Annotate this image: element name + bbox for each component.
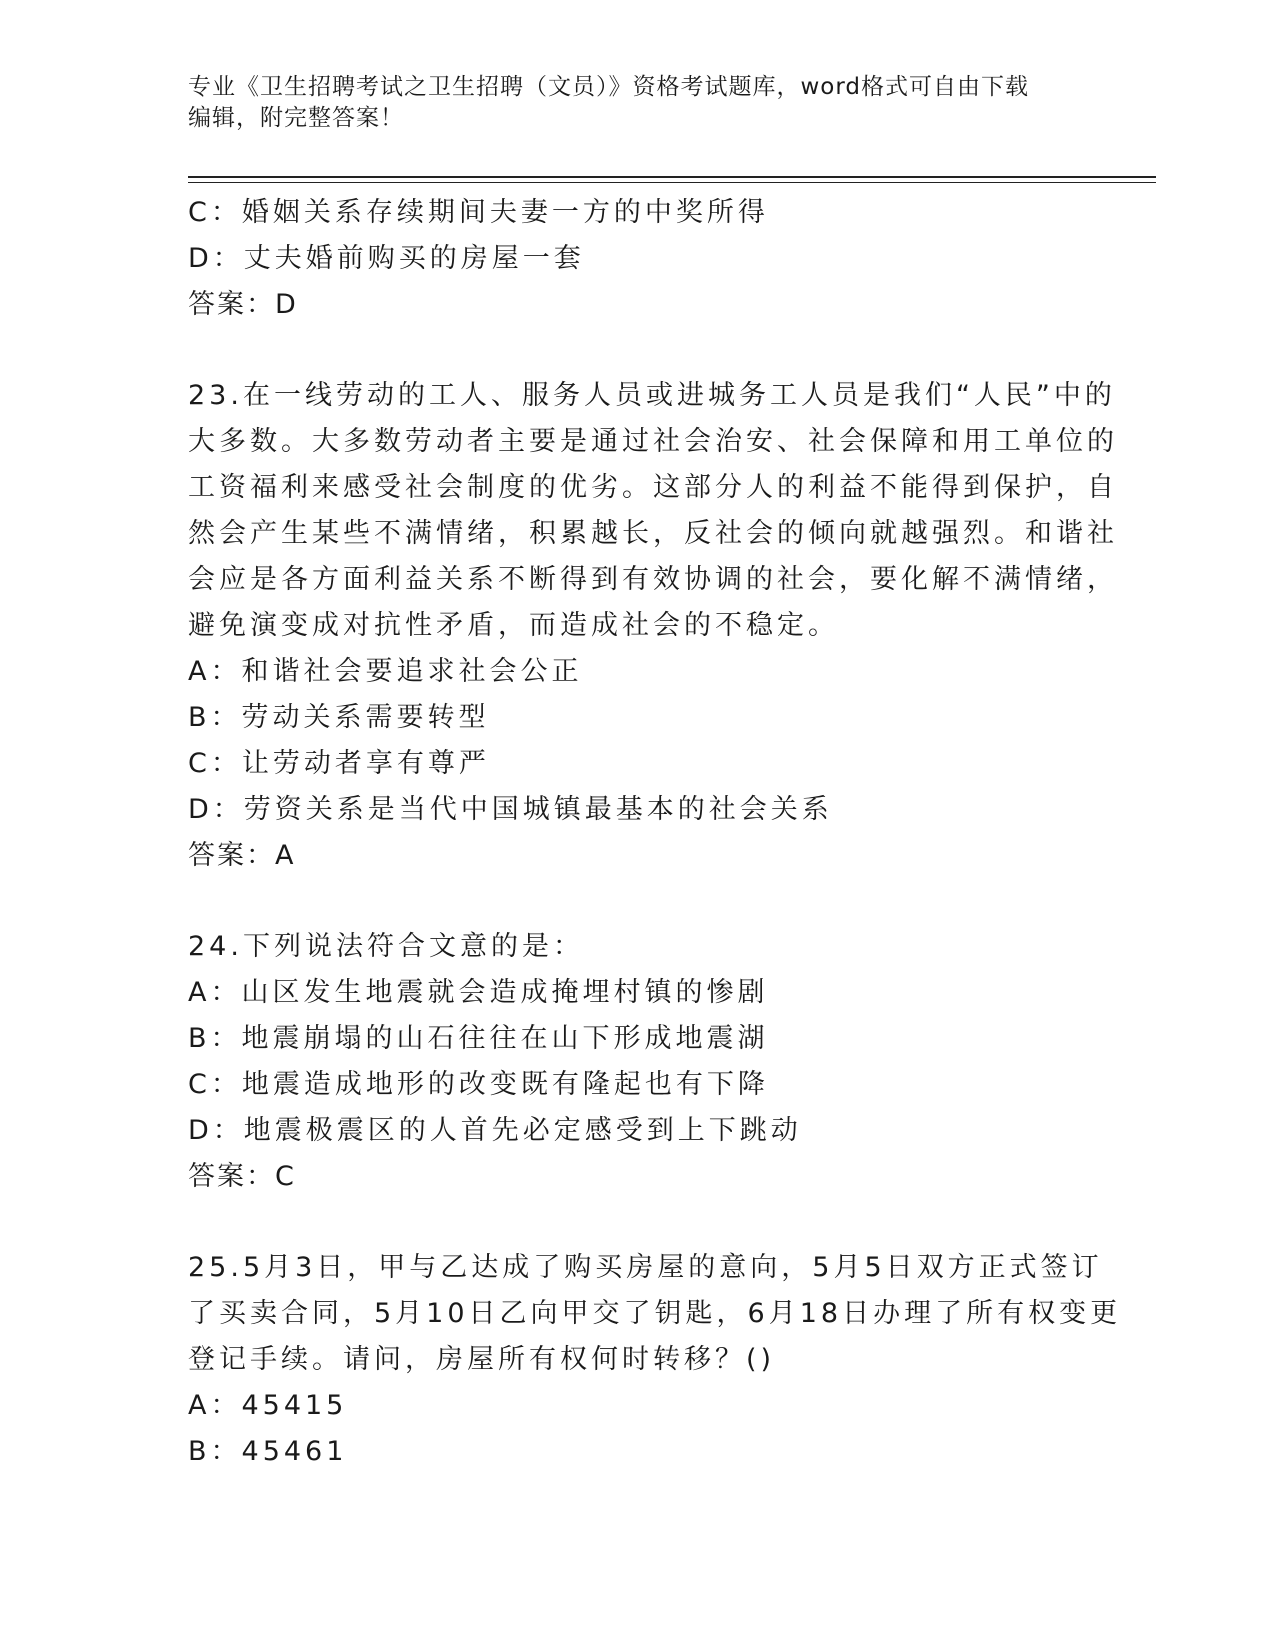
q22-option-c: C：婚姻关系存续期间夫妻一方的中奖所得 bbox=[188, 197, 769, 228]
q24-stem: 24.下列说法符合文意的是： bbox=[188, 931, 584, 962]
q25-stem-line: 25.5月3日，甲与乙达成了购买房屋的意向，5月5日双方正式签订 bbox=[188, 1252, 1103, 1283]
q22-answer: 答案：D bbox=[188, 289, 298, 320]
q23-answer: 答案：A bbox=[188, 840, 296, 871]
q23-stem-line: 避免演变成对抗性矛盾，而造成社会的不稳定。 bbox=[188, 610, 839, 641]
q24-option-b: B：地震崩塌的山石往往在山下形成地震湖 bbox=[188, 1023, 769, 1054]
header-divider-thin bbox=[188, 182, 1156, 183]
q23-stem-line: 大多数。大多数劳动者主要是通过社会治安、社会保障和用工单位的 bbox=[188, 426, 1118, 457]
header-line-1: 专业《卫生招聘考试之卫生招聘（文员）》资格考试题库，word格式可自由下载 bbox=[188, 74, 1030, 100]
q24-option-d: D：地震极震区的人首先必定感受到上下跳动 bbox=[188, 1115, 802, 1146]
q23-stem-line: 23.在一线劳动的工人、服务人员或进城务工人员是我们“人民”中的 bbox=[188, 380, 1116, 411]
q23-option-b: B：劳动关系需要转型 bbox=[188, 702, 490, 733]
q24-option-a: A：山区发生地震就会造成掩埋村镇的惨剧 bbox=[188, 977, 769, 1008]
q25-option-b: B：45461 bbox=[188, 1436, 348, 1467]
q23-option-d: D：劳资关系是当代中国城镇最基本的社会关系 bbox=[188, 794, 833, 825]
q23-stem-line: 然会产生某些不满情绪，积累越长，反社会的倾向就越强烈。和谐社 bbox=[188, 518, 1118, 549]
document-header bbox=[188, 72, 1068, 134]
q23-stem-line: 会应是各方面利益关系不断得到有效协调的社会，要化解不满情绪， bbox=[188, 564, 1118, 595]
q23-stem-line: 工资福利来感受社会制度的优劣。这部分人的利益不能得到保护，自 bbox=[188, 472, 1118, 503]
question-24 bbox=[188, 924, 1088, 1200]
question-content bbox=[188, 190, 1122, 1475]
q24-answer: 答案：C bbox=[188, 1161, 296, 1192]
q25-option-a: A：45415 bbox=[188, 1390, 348, 1421]
q23-option-a: A：和谐社会要追求社会公正 bbox=[188, 656, 583, 687]
q25-stem-line: 了买卖合同，5月10日乙向甲交了钥匙，6月18日办理了所有权变更 bbox=[188, 1298, 1122, 1329]
q23-option-c: C：让劳动者享有尊严 bbox=[188, 748, 490, 779]
question-22 bbox=[188, 190, 1088, 328]
header-line-2: 编辑，附完整答案！ bbox=[188, 105, 404, 131]
q22-option-d: D：丈夫婚前购买的房屋一套 bbox=[188, 243, 585, 274]
q24-option-c: C：地震造成地形的改变既有隆起也有下降 bbox=[188, 1069, 769, 1100]
q25-stem-line: 登记手续。请问，房屋所有权何时转移？() bbox=[188, 1344, 776, 1375]
question-23 bbox=[188, 373, 1118, 879]
question-25 bbox=[188, 1245, 1122, 1475]
header-divider-thick bbox=[188, 176, 1156, 178]
